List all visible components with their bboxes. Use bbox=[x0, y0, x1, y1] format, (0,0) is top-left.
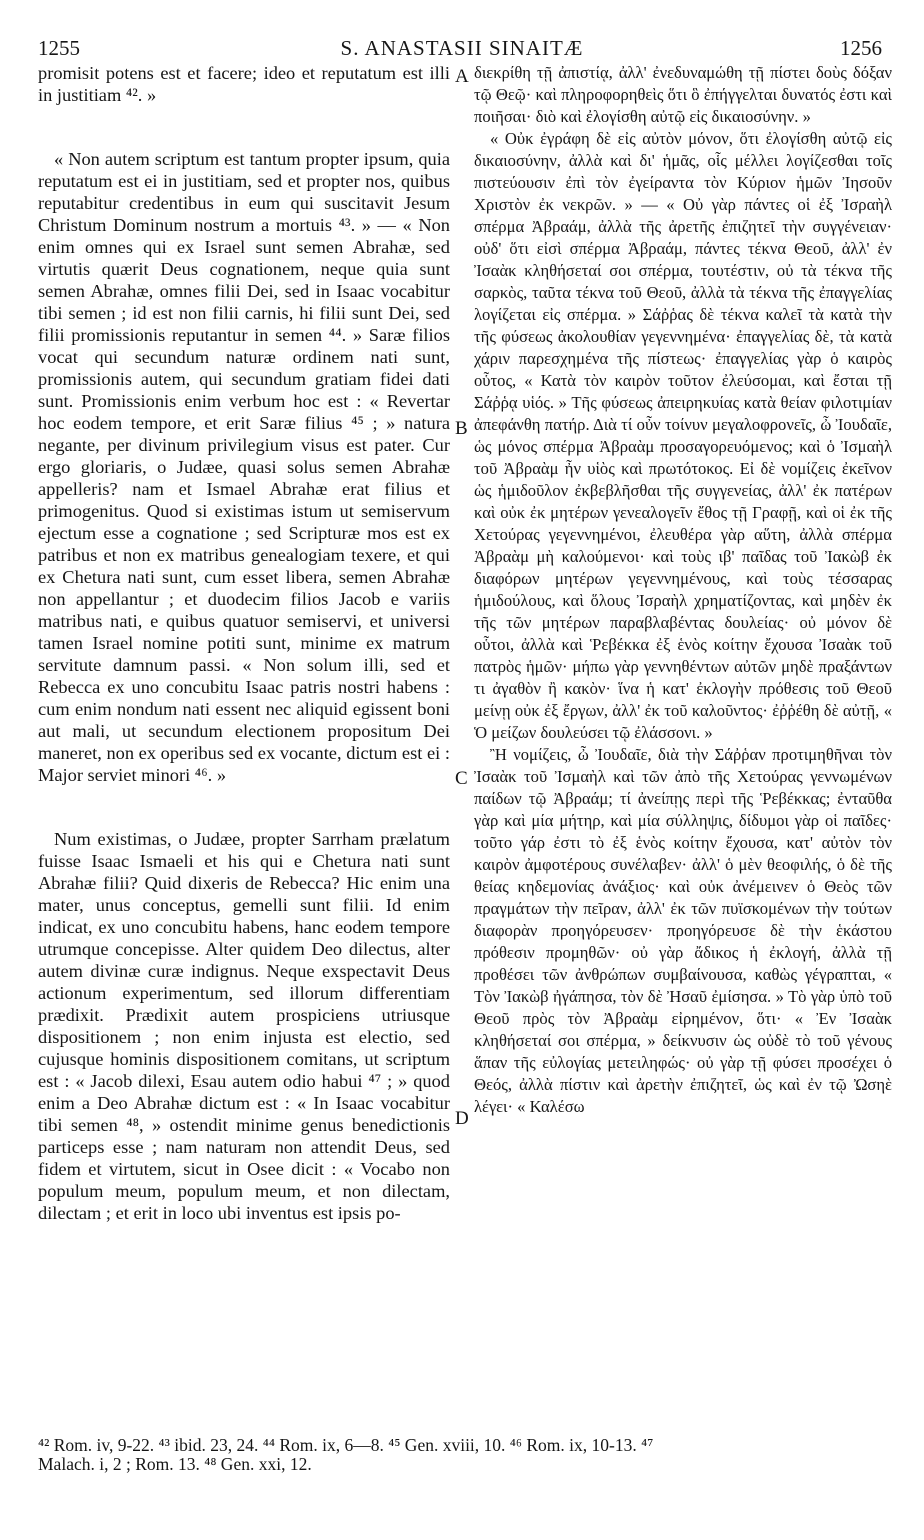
margin-marker-d: D bbox=[455, 1108, 469, 1129]
footnotes bbox=[38, 1436, 894, 1474]
margin-marker-c: C bbox=[455, 768, 468, 789]
greek-paragraph-3: Ἢ νομίζεις, ὦ Ἰουδαῖε, διὰ τὴν Σάῤῥαν προτιμηθῆναι τὸν Ἰσαὰκ τοῦ Ἰσμαὴλ καὶ τῶν ἀπὸ τῆς Χετούρας γεννωμένων παίδων τῷ Ἀβραάμ; τί ἀνείπῃς περὶ τῆς Ῥεβέκκας; ἐνταῦθα γὰρ καὶ μία μήτηρ, καὶ μία σύλληψις, δίδυμοι γὰρ οἱ παῖδες· τοῦτο γάρ ἐστι τὸ ἐξ ἑνὸς κοίτην ἔχουσα, κατ' αὐτὸν τὸν καιρὸν ἀμφοτέρους συνέλαβεν· ἀλλ' ὁ μὲν θεοφιλής, ὁ δὲ τῆς θείας κηδεμονίας ἀνάξιος· καὶ οὐκ ἀνέμεινεν ὁ Θεὸς τῶν πραγμάτων τὴν πεῖραν, ἀλλ' ἐκ τῶν πυϊσκομένων τὴν τούτων διαφορὰν προηγόρευσεν· προηγόρευσε δὲ τὴν ἑκάστου πρόθεσιν προμηθῶν· οὐ γὰρ ἄδικος ἡ ἐκλογή, ἀλλὰ τῇ προθέσει τῶν ἀνθρώπων συμβαίνουσα, καθὼς γέγραπται, « Τὸν Ἰακὼβ ἠγάπησα, τὸν δὲ Ἠσαῦ ἐμίσησα. » Τὸ γὰρ ὑπὸ τοῦ Θεοῦ πρὸς τὸν Ἀβραὰμ εἰρημένον, ὅτι· « Ἐν Ἰσαὰκ κληθήσεταί σοι σπέρμα, » δείκνυσιν ὡς οὐδὲ τὸ τοῦ γένους ἅπαν τῆς εὐλογίας μετειληφώς· οὐ γὰρ τῇ φύσει προσέχει ὁ Θεός, ἀλλὰ πίστιν καὶ ἀρετὴν ἐπιζητεῖ, ὡς καὶ ἐν τῷ Ὠσηὲ λέγει· « Καλέσω bbox=[474, 745, 892, 1116]
running-title: S. ANASTASII SINAITÆ bbox=[340, 36, 584, 60]
footnote-line-2: Malach. i, 2 ; Rom. 13. ⁴⁸ Gen. xxi, 12. bbox=[38, 1454, 312, 1474]
latin-column bbox=[38, 62, 450, 1224]
latin-paragraph-1: promisit potens est et facere; ideo et reputatum est illi in justitiam ⁴². » bbox=[38, 63, 450, 105]
latin-paragraph-3: Num existimas, o Judæe, propter Sarrham prælatum fuisse Isaac Ismaeli et his qui e Chetura nati sunt Abrahæ filii? Quid dixeris de Rebecca? Hic enim una mater, unus conceptus, gemelli sunt filii. Id enim indicat, ex uno concubitu habens, hanc eodem tempore utrumque concepisse. Alter quidem Deo dilectus, alter autem divinæ curæ indignus. Neque exspectavit Deus actionum experimentum, sed illorum differentiam prædixit. Prædixit autem prospiciens utriusque dispositionem ; non enim injusta est electio, sed cujusque hominis dispositionem comitans, ut scriptum est : « Jacob dilexi, Esau autem odio habui ⁴⁷ ; » quod enim a Deo Abrahæ dictum est : « In Isaac vocabitur tibi semen ⁴⁸, » ostendit minime genus benedictionis particeps esse ; nam naturam non attendit Deus, sed fidem et virtutem, sicut in Osee dicit : « Vocabo non populum meum, populum meum, et non dilectam, dilectam ; et erit in loco ubi inventus est ipsis po- bbox=[38, 829, 450, 1223]
greek-paragraph-1: διεκρίθη τῇ ἀπιστίᾳ, ἀλλ' ἐνεδυναμώθη τῇ πίστει δοὺς δόξαν τῷ Θεῷ· καὶ πληροφορηθεὶς ὅτι ὃ ἐπήγγελται δυνατός ἐστι καὶ ποιῆσαι· διὸ καὶ ἐλογίσθη αὐτῷ εἰς δικαιοσύνην. » bbox=[474, 63, 892, 126]
footnote-line-1: ⁴² Rom. iv, 9-22. ⁴³ ibid. 23, 24. ⁴⁴ Rom. ix, 6—8. ⁴⁵ Gen. xviii, 10. ⁴⁶ Rom. ix, 10-13. ⁴⁷ bbox=[38, 1435, 654, 1455]
latin-paragraph-2: « Non autem scriptum est tantum propter ipsum, quia reputatum est ei in justitiam, sed et propter nos, quibus reputabitur credentibus in eum qui suscitavit Jesum Christum Dominum nostrum a mortuis ⁴³. » — « Non enim omnes qui ex Israel sunt semen Abrahæ, sed virtutis quærit Deus cognationem, neque quia sunt semen Abrahæ, omnes filii Dei, sed in Isaac vocabitur tibi semen ; id est non filii carnis, hi filii sunt Dei, sed filii promissionis reputantur in semen ⁴⁴. » Saræ filios vocat qui secundum naturæ ordinem nati sunt, promissionis autem, qui secundum gratiam fidei dati sunt. Promissionis enim verbum hoc est : « Revertar hoc eodem tempore, et erit Saræ filius ⁴⁵ ; » natura negante, per divinum privilegium visus est pater. Cur ergo gloriaris, o Judæe, quasi solus semen Abrahæ appelleris? nam et Ismael Abrahæ erat filius et primogenitus. Quod si existimas istum ut semiservum ejectum esse a cognatione ; sed Scripturæ mos est ex patribus et non ex matribus genealogiam texere, et qui ex Chetura nati sunt, cum esset libera, semen Abrahæ non appellantur ; et duodecim filios Jacob e variis matribus nati, e quibus quatuor semiservi, et universi tamen Israel nomine potiti sunt, minime ex matrum servitute damnum passi. « Non solum illi, sed et Rebecca ex uno concubitu Isaac patris nostri habens : cum enim nondum nati essent nec aliquid egissent boni aut mali, ut secundum electionem propositum Dei maneret, non ex operibus sed ex vocante, dictum est ei : Major serviet minori ⁴⁶. » bbox=[38, 149, 450, 785]
margin-marker-b: B bbox=[455, 418, 468, 439]
left-page-number: 1255 bbox=[38, 36, 80, 60]
greek-paragraph-2: « Οὐκ ἐγράφη δὲ εἰς αὐτὸν μόνον, ὅτι ἐλογίσθη αὐτῷ εἰς δικαιοσύνην, ἀλλὰ καὶ δι' ἡμᾶς, οἷς μέλλει λογίζεσθαι τοῖς πιστεύουσιν ἐπὶ τὸν ἐγείραντα τὸν Κύριον ἡμῶν Ἰησοῦν Χριστὸν ἐκ νεκρῶν. » — « Οὐ γὰρ πάντες οἱ ἐξ Ἰσραὴλ σπέρμα Ἀβραάμ, ἀλλὰ τῆς ἀρετῆς ἐπιζητεῖ τὴν συγγένειαν· οὐδ' ὅτι εἰσὶ σπέρμα Ἀβραάμ, πάντες τέκνα Θεοῦ, ἀλλ' ἐν Ἰσαὰκ κληθήσεταί σοι σπέρμα, τουτέστιν, οὐ τὰ τέκνα τῆς σαρκὸς, ταῦτα τέκνα τοῦ Θεοῦ, ἀλλὰ τὰ τέκνα τῆς ἐπαγγελίας λογίζεται εἰς σπέρμα. » Σάῤῥας δὲ τέκνα καλεῖ τὰ κατὰ τὴν τῆς φύσεως ἀκολουθίαν γεγεννημένα· ἐπαγγελίας δὲ, τὰ κατὰ χάριν παρεσχημένα τῆς πίστεως· ἐπαγγελίας γὰρ ὁ καιρὸς οὗτος, « Κατὰ τὸν καιρὸν τοῦτον ἐλεύσομαι, καὶ ἔσται τῇ Σάῤῥᾳ υἱός. » Τῆς φύσεως ἀπειρηκυίας κατὰ θείαν φιλοτιμίαν ἀπεφάνθη πατήρ. Διὰ τί οὖν τοίνυν μεγαλοφρονεῖς, ὦ Ἰουδαῖε, ὡς μόνος σπέρμα Ἀβραὰμ προσαγορευόμενος; καὶ ὁ Ἰσμαὴλ τοῦ Ἀβραὰμ ἦν υἱὸς καὶ πρωτότοκος. Εἰ δὲ νομίζεις ἐκεῖνον ὡς ἡμιδοῦλον ἐκβεβλῆσθαι τῆς συγγενείας, ἀλλ' ἐκ πατέρων καὶ οὐκ ἐκ μητέρων γενεαλογεῖν ἔθος τῇ Γραφῇ, καὶ οἱ ἐκ τῆς Χετούρας γεγεννημένοι, ἐλευθέρα γὰρ αὕτη, ἀλλὰ σπέρμα Ἀβραὰμ μὴ καλούμενοι· καὶ τοὺς ιβ' παῖδας τοῦ Ἰακὼβ ἐκ διαφόρων μητέρων γεγεννημένους, καὶ τοὺς τέσσαρας ἡμιδούλους, καὶ ὅλους Ἰσραὴλ χρηματίζοντας, καὶ μηδὲν ἐκ τῆς τῶν μητέρων παραβλαβέντας δουλείας· οὐ μόνον δὲ οὗτοι, ἀλλὰ καὶ Ῥεβέκκα ἐξ ἑνὸς κοίτην ἔχουσα Ἰσαὰκ τοῦ πατρὸς ἡμῶν· μήπω γὰρ γεννηθέντων αὐτῶν μηδὲ πραξάντων τι ἀγαθὸν ἢ κακὸν· ἵνα ἡ κατ' ἐκλογὴν πρόθεσις τοῦ Θεοῦ μείνῃ οὐκ ἐξ ἔργων, ἀλλ' ἐκ τοῦ καλοῦντος· ἐῤῥέθη δὲ αὐτῇ, « Ὁ μείζων δουλεύσει τῷ ἐλάσσονι. » bbox=[474, 129, 892, 742]
greek-column bbox=[474, 62, 892, 1118]
margin-marker-a: A bbox=[455, 66, 469, 87]
right-page-number: 1256 bbox=[840, 36, 882, 60]
